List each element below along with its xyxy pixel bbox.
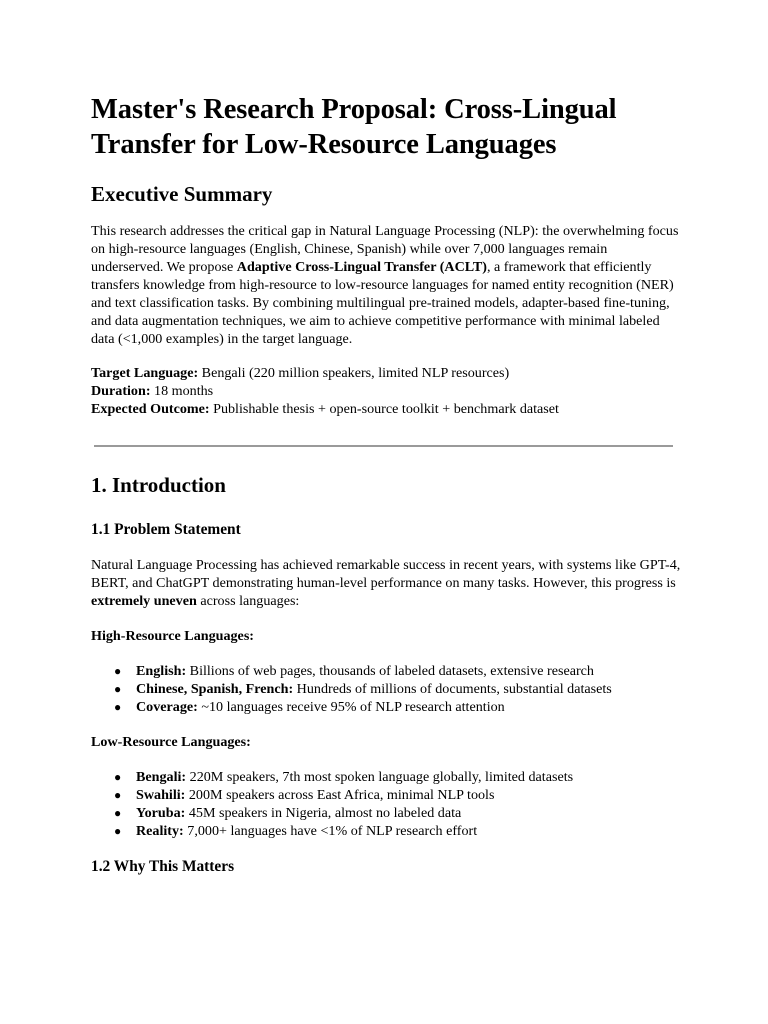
bullet-icon: ●: [114, 770, 122, 784]
section-divider: [94, 445, 673, 447]
list-item: [114, 786, 683, 804]
list-item-text: 7,000+ languages have <1% of NLP research effort: [183, 823, 478, 839]
high-resource-label: High-Resource Languages:: [91, 628, 254, 644]
list-item-term: Coverage:: [136, 699, 198, 715]
problem-statement-paragraph: [91, 556, 683, 610]
executive-summary-paragraph: [91, 222, 683, 348]
list-item-text: 45M speakers in Nigeria, almost no labeled data: [185, 805, 462, 821]
list-item-text: 200M speakers across East Africa, minimal NLP tools: [185, 787, 495, 803]
meta-value: Publishable thesis + open-source toolkit + benchmark dataset: [209, 401, 559, 417]
meta-label: Target Language:: [91, 365, 199, 381]
why-this-matters-heading: 1.2 Why This Matters: [91, 858, 235, 875]
list-item-term: English:: [136, 663, 187, 679]
problem-emphasis: extremely uneven: [91, 593, 197, 609]
high-resource-list: [91, 662, 683, 716]
meta-label: Duration:: [91, 383, 151, 399]
list-item: [114, 804, 683, 822]
framework-name: Adaptive Cross-Lingual Transfer (ACLT): [236, 259, 487, 275]
bullet-icon: ●: [114, 664, 122, 678]
proposal-meta: [91, 364, 683, 418]
list-item-term: Bengali:: [136, 769, 187, 785]
introduction-heading: 1. Introduction: [91, 473, 226, 497]
bullet-icon: ●: [114, 700, 122, 714]
list-item: [114, 768, 683, 786]
list-item: [114, 680, 683, 698]
document-title: Master's Research Proposal: Cross-Lingual Transfer for Low-Resource Languages: [91, 94, 617, 160]
meta-label: Expected Outcome:: [91, 401, 210, 417]
problem-text-part-1: Natural Language Processing has achieved remarkable success in recent years, with systems like GPT-4, BERT, and ChatGPT demonstrating human-level performance on many tasks. However, this progress is: [91, 557, 681, 591]
meta-value: Bengali (220 million speakers, limited NLP resources): [198, 365, 510, 381]
list-item: [114, 822, 683, 840]
list-item-term: Swahili:: [136, 787, 186, 803]
list-item-text: 220M speakers, 7th most spoken language globally, limited datasets: [186, 769, 574, 785]
meta-value: 18 months: [150, 383, 214, 399]
list-item-term: Reality:: [136, 823, 184, 839]
bullet-icon: ●: [114, 824, 122, 838]
meta-duration: [91, 382, 683, 400]
list-item-term: Chinese, Spanish, French:: [136, 681, 294, 697]
bullet-icon: ●: [114, 682, 122, 696]
low-resource-list: [91, 768, 683, 840]
document-page: [91, 92, 683, 876]
problem-statement-heading: 1.1 Problem Statement: [91, 521, 241, 538]
bullet-icon: ●: [114, 788, 122, 802]
list-item-text: ~10 languages receive 95% of NLP research attention: [197, 699, 505, 715]
executive-summary-heading: Executive Summary: [91, 182, 273, 206]
summary-text-part-1: This research addresses the critical gap in Natural Language Processing (NLP): the overwhelming focus on high-resource languages (English, Chinese, Spanish) while over 7,000 languages remain underserved. We propose: [91, 223, 679, 275]
summary-text-part-2: , a framework that efficiently transfers knowledge from high-resource to low-resource languages for named entity recognition (NER) and text classification tasks. By combining multilingual pre-trained models, adapter-based fine-tuning, and data augmentation techniques, we aim to achieve competitive performance with minimal labeled data (<1,000 examples) in the target language.: [91, 259, 674, 347]
problem-text-part-2: across languages:: [196, 593, 300, 609]
list-item: [114, 662, 683, 680]
list-item: [114, 698, 683, 716]
list-item-term: Yoruba:: [136, 805, 186, 821]
low-resource-label: Low-Resource Languages:: [91, 734, 251, 750]
meta-expected-outcome: [91, 400, 683, 418]
list-item-text: Hundreds of millions of documents, substantial datasets: [293, 681, 612, 697]
list-item-text: Billions of web pages, thousands of labeled datasets, extensive research: [186, 663, 594, 679]
meta-target-language: [91, 364, 683, 382]
bullet-icon: ●: [114, 806, 122, 820]
